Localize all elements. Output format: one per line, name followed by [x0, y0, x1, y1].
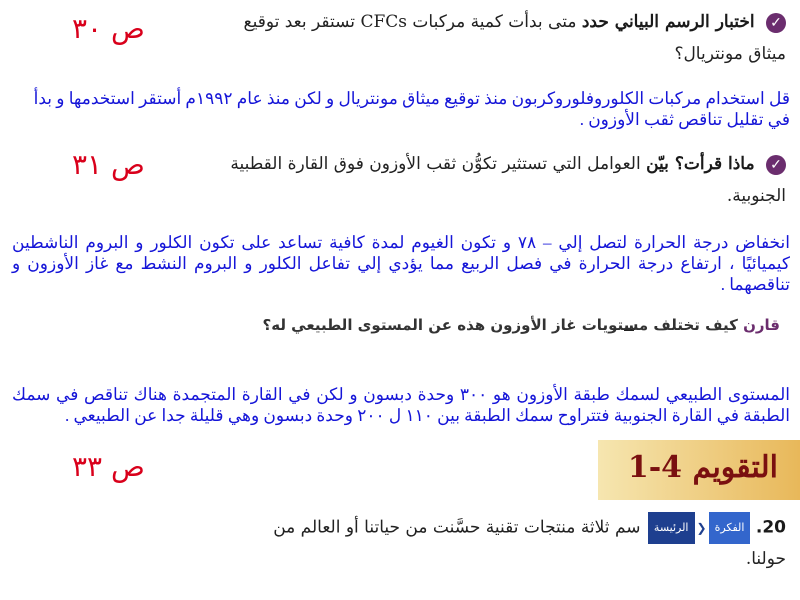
check-icon: ✓ — [766, 155, 786, 175]
answer-text: انخفاض درجة الحرارة لتصل إلي – ٧٨ و تكون الغيوم لمدة كافية تساعد على تكون الكلور و البروم الناشطين كيميائيًا ، ارتفاع درجة الحرارة في فصل الربيع مما يؤدي إلي تفاعل الكلور و البروم النشط مع غاز الأوزون و تناقصهما . — [12, 233, 790, 294]
question-graph — [226, 6, 786, 70]
question-text: متى بدأت كمية مركبات CFCs تستقر بعد توقيع ميثاق مونتريال؟ — [243, 12, 786, 64]
page-ref-33: ص ٣٣ — [72, 450, 145, 483]
answer-text: المستوى الطبيعي لسمك طبقة الأوزون هو ٣٠٠ وحدة دبسون و لكن في القارة المتجمدة هناك تناقص في سمك الطبقة في القارة الجنوبية فتتراوح سمك الطبقة بين ١١٠ ل ٢٠٠ وحدة دبسون وهي قليلة جدا عن الطبيعي . — [12, 385, 790, 425]
question-number: 20. — [755, 517, 786, 538]
tag-main: الرئيسة — [648, 512, 695, 544]
answer-compare — [12, 384, 790, 426]
question-compare — [260, 306, 780, 344]
page-ref-30: ص ٣٠ — [72, 12, 145, 45]
answer-graph — [12, 88, 790, 130]
answer-line: في تقليل تناقص ثقب الأوزون . — [579, 110, 790, 129]
question-text: سم ثلاثة منتجات تقنية حسَّنت من حياتنا أو العالم من حولنا. — [273, 517, 786, 569]
question-20 — [266, 512, 786, 574]
page-ref-31: ص ٣١ — [72, 148, 145, 181]
chevron-left-icon: ❮ — [696, 521, 707, 535]
question-lead: اختبار الرسم البياني حدد — [581, 12, 755, 32]
question-text: العوامل التي تستثير تكوُّن ثقب الأوزون فوق القارة القطبية الجنوبية. — [230, 154, 786, 206]
answer-line: قل استخدام مركبات الكلوروفلوروكربون منذ توقيع ميثاق مونتريال و لكن منذ عام ١٩٩٢م أستقر استخدمها و بدأ — [33, 89, 790, 108]
review-banner — [598, 440, 800, 500]
question-reading-check — [226, 148, 786, 212]
review-title: التقويم 4-1 — [627, 450, 778, 485]
check-icon: ✓ — [766, 13, 786, 33]
question-lead: قارن — [743, 316, 780, 334]
tag-idea: الفكرة — [709, 512, 751, 544]
question-text: كيف تختلف مستويات غاز الأوزون هذه عن المستوى الطبيعي له؟ — [262, 316, 738, 334]
answer-reading-check — [12, 232, 790, 295]
question-lead: ماذا قرأت؟ بيّن — [646, 154, 755, 174]
